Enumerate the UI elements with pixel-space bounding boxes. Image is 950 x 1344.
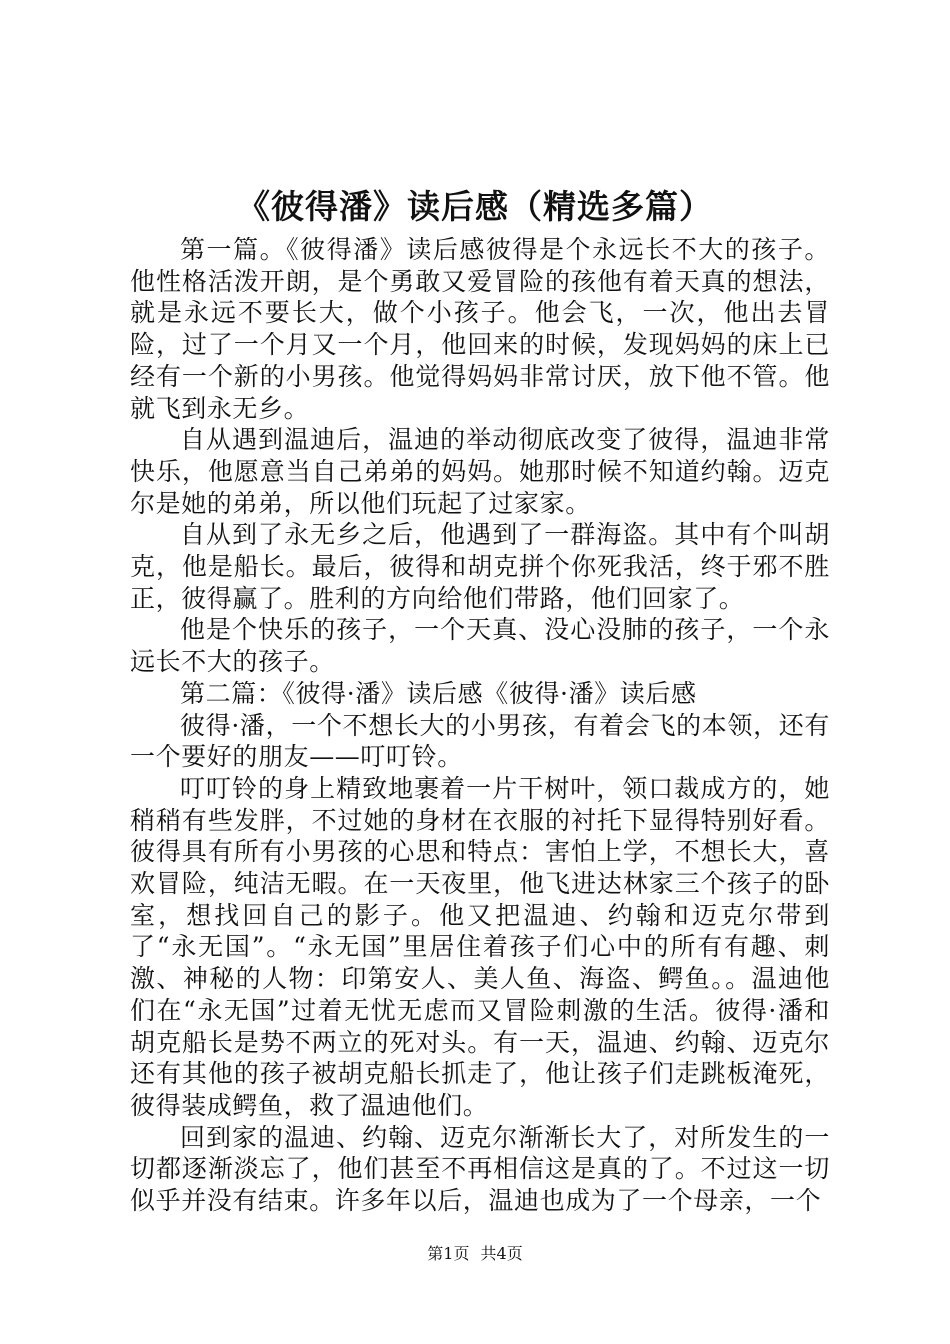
paragraph: 回到家的温迪、约翰、迈克尔渐渐长大了，对所发生的一切都逐渐淡忘了，他们甚至不再相信这是真的了。不过这一切似乎并没有结束。许多年以后，温迪也成为了一个母亲，一个 bbox=[130, 1122, 830, 1216]
paragraph: 自从到了永无乡之后，他遇到了一群海盗。其中有个叫胡克，他是船长。最后，彼得和胡克拼个你死我活，终于邪不胜正，彼得赢了。胜利的方向给他们带路，他们回家了。 bbox=[130, 520, 830, 613]
paragraph: 彼得·潘，一个不想长大的小男孩，有着会飞的本领，还有一个要好的朋友——叮叮铃。 bbox=[130, 710, 830, 772]
paragraph: 叮叮铃的身上精致地裹着一片干树叶，领口裁成方的，她稍稍有些发胖，不过她的身材在衣服的衬托下显得特别好看。彼得具有所有小男孩的心思和特点：害怕上学，不想长大，喜欢冒险，纯洁无暇。在一天夜里，他飞进达林家三个孩子的卧室，想找回自己的影子。他又把温迪、约翰和迈克尔带到了“永无国”。“永无国”里居住着孩子们心中的所有有趣、刺激、神秘的人物：印第安人、美人鱼、海盗、鳄鱼。。温迪他们在“永无国”过着无忧无虑而又冒险刺激的生活。彼得·潘和胡克船长是势不两立的死对头。有一天，温迪、约翰、迈克尔还有其他的孩子被胡克船长抓走了，他让孩子们走跳板淹死，彼得装成鳄鱼，救了温迪他们。 bbox=[130, 773, 830, 1120]
page-total: 共4页 bbox=[480, 1244, 523, 1263]
paragraph: 自从遇到温迪后，温迪的举动彻底改变了彼得，温迪非常快乐，他愿意当自己弟弟的妈妈。她那时候不知道约翰。迈克尔是她的弟弟，所以他们玩起了过家家。 bbox=[130, 425, 830, 518]
page-footer bbox=[0, 1244, 950, 1264]
section-heading: 第二篇：《彼得·潘》读后感《彼得·潘》读后感 bbox=[180, 678, 697, 708]
page-number: 第1页 bbox=[427, 1244, 470, 1263]
paragraph: 第一篇。《彼得潘》读后感彼得是个永远长不大的孩子。他性格活泼开朗，是个勇敢又爱冒险的孩他有着天真的想法，就是永远不要长大，做个小孩子。他会飞，一次，他出去冒险，过了一个月又一个月，他回来的时候，发现妈妈的床上已经有一个新的小男孩。他觉得妈妈非常讨厌，放下他不管。他就飞到永无乡。 bbox=[130, 235, 830, 423]
document-title: 《彼得潘》读后感（精选多篇） bbox=[237, 187, 713, 226]
document-body bbox=[130, 234, 830, 1217]
paragraph: 他是个快乐的孩子，一个天真、没心没肺的孩子，一个永远长不大的孩子。 bbox=[130, 615, 830, 677]
